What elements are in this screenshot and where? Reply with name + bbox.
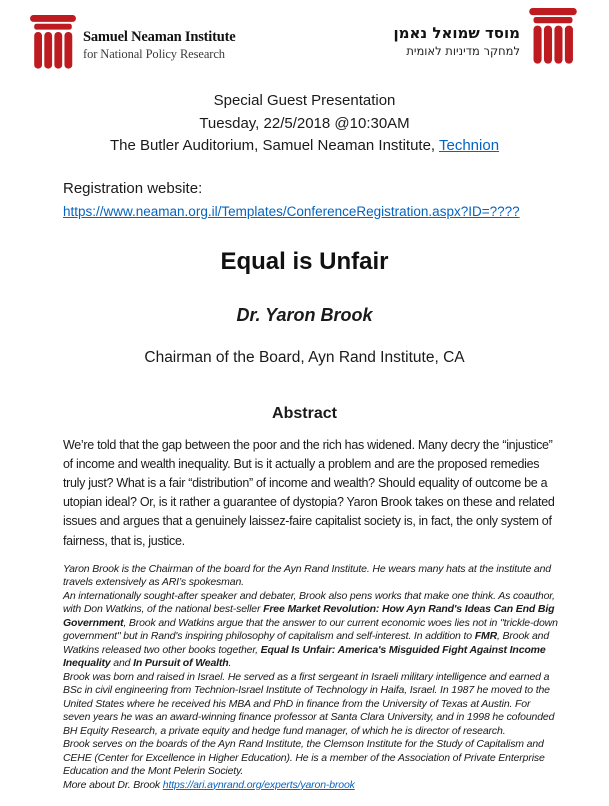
column-icon xyxy=(30,15,76,70)
abstract-body: We’re told that the gap between the poor and the rich has widened. Many decry the “injustice” of income and wealth inequality. But is it actually a problem and are the proposed remedies truly just? What is a fair “distribution” of income and wealth? Should equality of outcome be a utopian ideal? Or, is it rather a guarantee of dystopia? Yaron Brook takes on these and related issues and argues that a genuinely laissez-faire capitalist society is, in fact, the only system of fairness, that is, justice. xyxy=(63,437,555,548)
talk-title: Equal is Unfair xyxy=(220,247,389,275)
bold-text: In Pursuit of Wealth xyxy=(133,657,229,670)
link[interactable]: https://ari.aynrand.org/experts/yaron-brook xyxy=(162,778,355,791)
bio-paragraph xyxy=(63,590,560,671)
text-segment: The Butler Auditorium, Samuel Neaman Institute, xyxy=(109,137,439,154)
institute-tagline: for National Policy Research xyxy=(83,47,225,61)
registration-section xyxy=(63,180,546,221)
bio-paragraph xyxy=(63,779,560,793)
bio-paragraph xyxy=(63,671,560,739)
text-segment: , Brook and Watkins released two other books together, xyxy=(63,630,550,656)
text-segment: An internationally sought-after speaker and debater, Brook also pens works that make one think. As coauthor, with Don Watkins, of the national best-seller xyxy=(63,589,555,616)
text-segment: Brook was born and raised in Israel. He served as a first sergeant in Israeli military intelligence and earned a BSc in civil engineering from Technion-Israel Institute of Technology in Haifa, Israel. In 1987 he moved to the United States where he received his MBA and PhD in finance from the University of Texas at Austin. For seven years he was an award-winning finance professor at Santa Clara University, and in 1998 he cofounded BH Equity Research, a private equity and hedge fund manager, of which he is director of research. xyxy=(63,670,555,737)
speaker-role: Chairman of the Board, Ayn Rand Institute, CA xyxy=(144,348,465,366)
speaker-bio xyxy=(63,563,560,793)
samuel-neaman-logo xyxy=(30,15,236,70)
event-venue xyxy=(0,135,609,158)
registration-label: Registration website: xyxy=(63,179,203,197)
header xyxy=(0,0,609,70)
event-kicker: Special Guest Presentation xyxy=(213,92,396,109)
bio-paragraph xyxy=(63,738,560,779)
logo-text xyxy=(83,29,236,70)
text-segment: and xyxy=(110,657,134,670)
event-details xyxy=(0,90,609,158)
text-segment: . xyxy=(228,657,232,670)
registration-link[interactable]: https://www.neaman.org.il/Templates/ConferenceRegistration.aspx?ID=???? xyxy=(63,203,520,219)
text-segment: Yaron Brook is the Chairman of the board for the Ayn Rand Institute. He wears many hats at the institute and travels extensively as ARI’s spokesman. xyxy=(63,562,551,589)
speaker-name: Dr. Yaron Brook xyxy=(236,304,373,325)
text-segment: , Brook and Watkins argue that the answer to our current economic woes lies not in "trickle-down government" but in Rand's inspiring philosophy of capitalism and self-interest. In addition to xyxy=(63,616,558,643)
column-icon xyxy=(529,8,577,65)
institute-tagline-hebrew: למחקר מדיניות לאומית xyxy=(406,44,520,58)
institute-name: Samuel Neaman Institute xyxy=(83,29,236,45)
samuel-neaman-logo-hebrew xyxy=(393,8,577,65)
institute-name-hebrew: מוסד שמואל נאמן xyxy=(393,24,520,42)
event-datetime: Tuesday, 22/5/2018 @10:30AM xyxy=(199,114,410,132)
bold-text: FMR xyxy=(474,630,498,643)
bold-text: Free Market Revolution: How Ayn Rand's Ideas Can End Big Government xyxy=(63,603,555,629)
link[interactable]: Technion xyxy=(439,137,500,154)
bio-paragraph xyxy=(63,563,560,590)
bold-text: Equal Is Unfair: America's Misguided Fight Against Income Inequality xyxy=(63,643,546,670)
logo-text-hebrew xyxy=(393,24,520,58)
abstract-heading: Abstract xyxy=(272,404,337,422)
text-segment: More about Dr. Brook xyxy=(63,778,163,791)
text-segment: Brook serves on the boards of the Ayn Rand Institute, the Clemson Institute for the Study of Capitalism and CEHE (Center for Excellence in Higher Education). He is a member of the Association of Private Enterprise Education and the Mont Pelerin Society. xyxy=(63,738,545,778)
